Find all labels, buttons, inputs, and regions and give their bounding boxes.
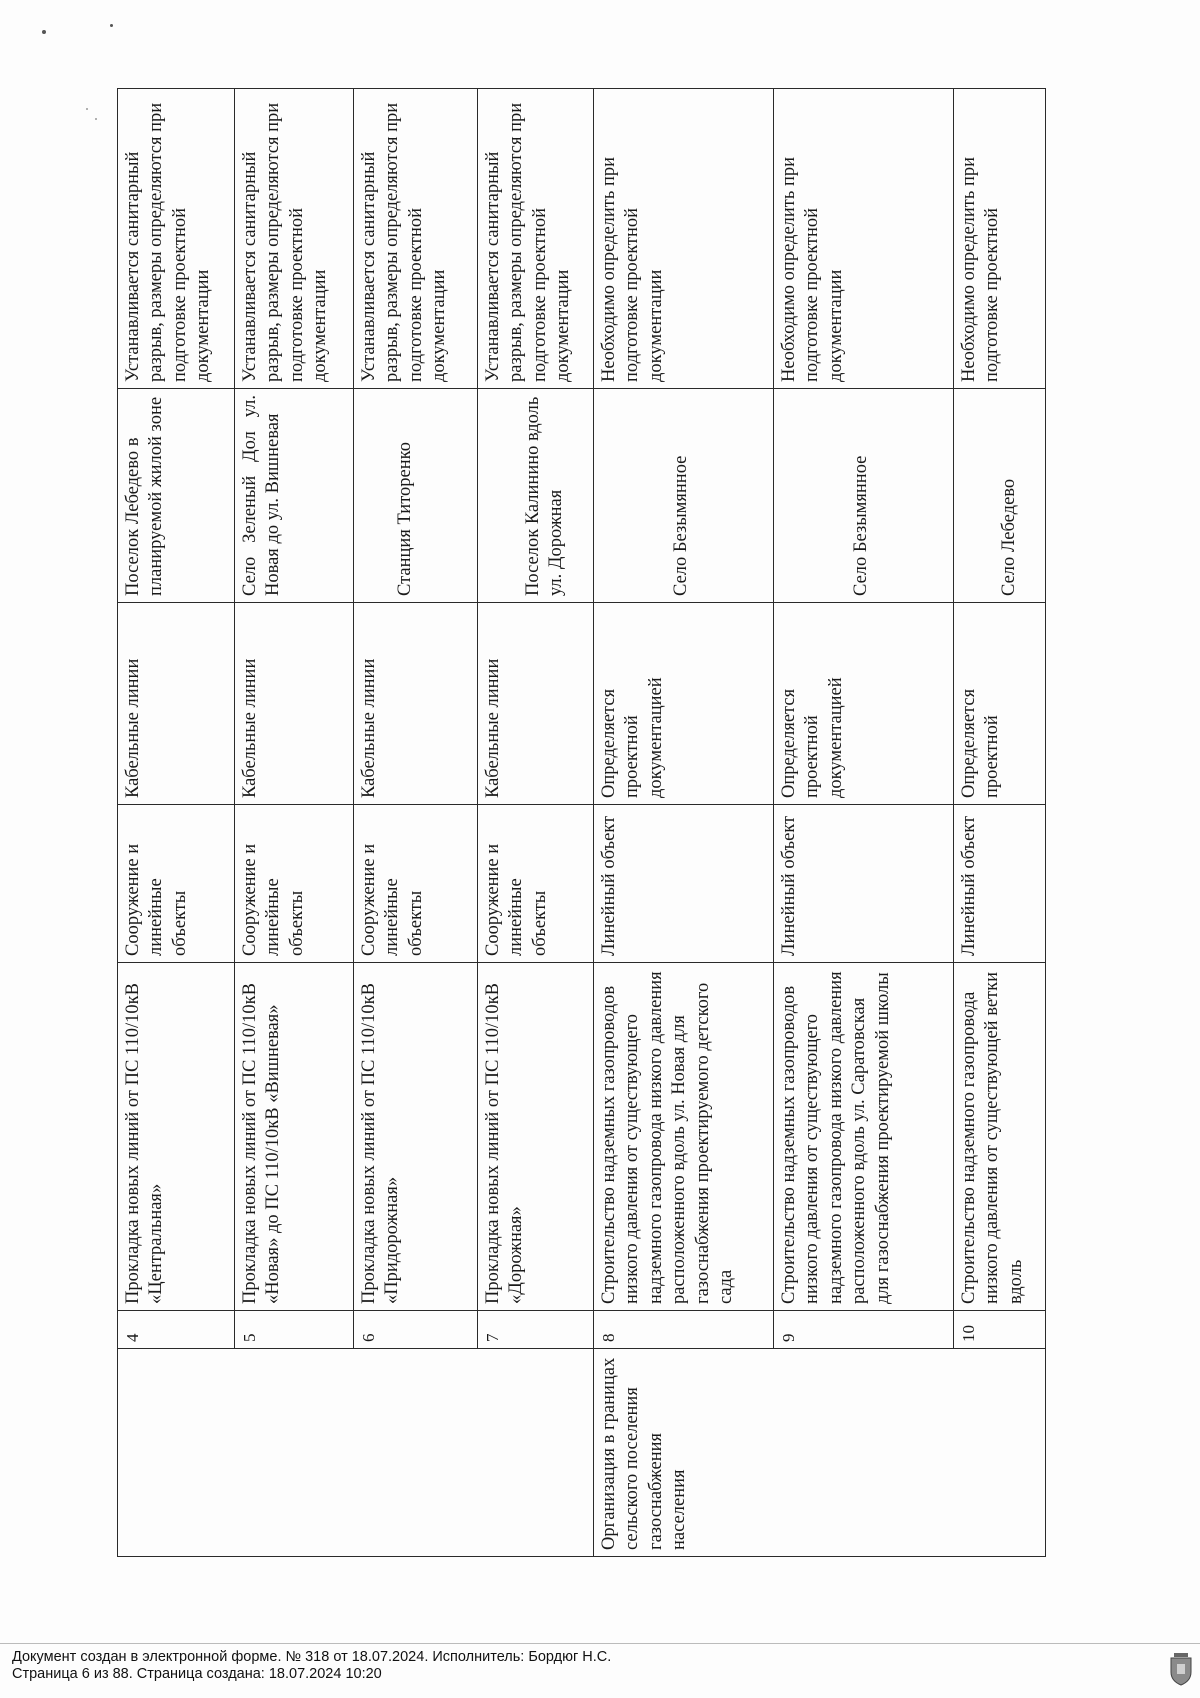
scan-speck [95,118,97,120]
parameters-cell: Кабельные линии [235,603,354,805]
activity-cell: Строительство надземных газопроводов низкого давления от существующего надземного газопровода низкого давления расположенного вдоль ул. Саратовская для газоснабжения проектируемой школы [774,963,954,1311]
coat-of-arms-icon [1168,1652,1194,1686]
group-label-cell: Организация в границах сельского поселения газоснабжения населения [594,1349,1046,1557]
planned-objects-table [117,88,1046,1557]
activity-cell: Прокладка новых линий от ПС 110/10кВ «Придорожная» [354,963,478,1311]
row-number: 6 [354,1311,478,1349]
row-number: 4 [118,1311,235,1349]
location-cell: Поселок Лебедево в планируемой жилой зоне [118,389,235,603]
object-type-cell: Линейный объект [954,805,1046,963]
parameters-cell: Определяется проектной документацией [774,603,954,805]
location-cell [354,389,478,603]
object-type-cell: Линейный объект [594,805,774,963]
object-type-cell: Сооружение и линейные объекты [478,805,594,963]
location-text: Станция Титоренко [395,442,415,596]
location-cell: Село Зеленый Дол ул. Новая до ул. Вишневая [235,389,354,603]
document-footer [12,1649,611,1683]
object-type-cell: Сооружение и линейные объекты [118,805,235,963]
row-number: 8 [594,1311,774,1349]
parameters-cell: Кабельные линии [478,603,594,805]
restrictions-cell: Устанавливается санитарный разрыв, размеры определяются при подготовке проектной документации [235,89,354,389]
object-type-cell: Сооружение и линейные объекты [354,805,478,963]
table-row [594,89,774,1557]
location-text: Поселок Калинино вдоль ул. Дорожная [523,396,567,596]
restrictions-cell: Устанавливается санитарный разрыв, размеры определяются при подготовке проектной документации [118,89,235,389]
parameters-cell: Кабельные линии [354,603,478,805]
row-number: 9 [774,1311,954,1349]
footer-line-1: Документ создан в электронной форме. № 318 от 18.07.2024. Исполнитель: Бордюг Н.С. [12,1649,612,1665]
activity-cell: Прокладка новых линий от ПС 110/10кВ «Новая» до ПС 110/10кВ «Вишневая» [235,963,354,1311]
parameters-cell: Определяется проектной документацией [594,603,774,805]
rotated-table-wrapper [117,89,1026,1557]
empty-group-cell [118,1349,594,1557]
row-number: 5 [235,1311,354,1349]
table-row [118,89,235,1557]
table-row [954,89,1046,1557]
table-row [774,89,954,1557]
activity-cell: Прокладка новых линий от ПС 110/10кВ «Центральная» [118,963,235,1311]
activity-cell: Строительство надземного газопровода низкого давления от существующей ветки вдоль [954,963,1046,1311]
table-row [354,89,478,1557]
parameters-cell: Определяется проектной [954,603,1046,805]
location-cell [774,389,954,603]
restrictions-cell: Устанавливается санитарный разрыв, размеры определяются при подготовке проектной документации [478,89,594,389]
restrictions-cell: Необходимо определить при подготовке проектной [954,89,1046,389]
object-type-cell: Сооружение и линейные объекты [235,805,354,963]
table-row [235,89,354,1557]
location-text: Село Безымянное [671,455,691,596]
location-cell [954,389,1046,603]
location-cell [594,389,774,603]
footer-line-2: Страница 6 из 88. Страница создана: 18.07.2024 10:20 [12,1666,382,1682]
location-cell [478,389,594,603]
restrictions-cell: Необходимо определить при подготовке проектной документации [774,89,954,389]
activity-cell: Прокладка новых линий от ПС 110/10кВ «Дорожная» [478,963,594,1311]
row-number: 7 [478,1311,594,1349]
table-row [478,89,594,1557]
scan-speck [42,30,46,34]
row-number: 10 [954,1311,1046,1349]
activity-cell: Строительство надземных газопроводов низкого давления от существующего надземного газопровода низкого давления расположенного вдоль ул. Новая для газоснабжения проектируемого детского сада [594,963,774,1311]
footer-divider [0,1643,1200,1644]
location-text: Село Лебедево [999,478,1019,596]
scan-speck [110,24,113,27]
object-type-cell: Линейный объект [774,805,954,963]
location-text: Село Безымянное [851,455,871,596]
restrictions-cell: Необходимо определить при подготовке проектной документации [594,89,774,389]
restrictions-cell: Устанавливается санитарный разрыв, размеры определяются при подготовке проектной документации [354,89,478,389]
scan-speck [86,108,88,110]
parameters-cell: Кабельные линии [118,603,235,805]
